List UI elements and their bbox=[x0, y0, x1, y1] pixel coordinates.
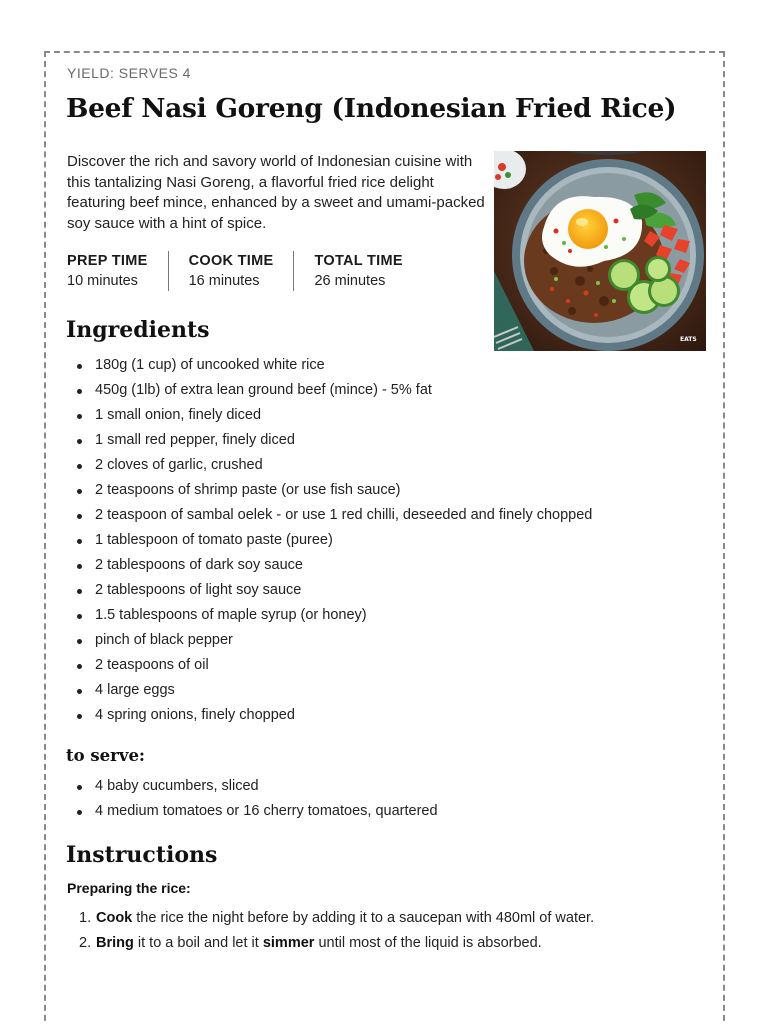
cook-time-label: COOK TIME bbox=[188, 253, 274, 269]
cook-time-value: 16 minutes bbox=[188, 273, 260, 289]
total-time-value: 26 minutes bbox=[314, 273, 386, 289]
prep-time-label: PREP TIME bbox=[67, 253, 148, 269]
watermark-text: EATS bbox=[680, 336, 697, 343]
list-item: 2 tablespoons of light soy sauce bbox=[75, 578, 592, 603]
to-serve-list bbox=[75, 774, 438, 824]
recipe-times bbox=[67, 251, 423, 291]
recipe-summary: Discover the rich and savory world of Indonesian cuisine with this tantalizing Nasi Goreng, a flavorful fried rice delight featuring beef mince, enhanced by a sweet and umami-packed soy sauce with a hint of spice. bbox=[67, 153, 485, 232]
prep-time-value: 10 minutes bbox=[67, 273, 138, 289]
list-item: pinch of black pepper bbox=[75, 628, 592, 653]
list-item: 2 cloves of garlic, crushed bbox=[75, 453, 592, 478]
step-number: 1. bbox=[79, 910, 92, 926]
recipe-card bbox=[44, 51, 725, 1024]
step-verb: Cook bbox=[96, 910, 133, 926]
step-text-2: until most of the liquid is absorbed. bbox=[314, 935, 542, 951]
list-item: 2 teaspoons of shrimp paste (or use fish sauce) bbox=[75, 478, 592, 503]
list-item: 4 medium tomatoes or 16 cherry tomatoes, quartered bbox=[75, 799, 438, 824]
list-item: 450g (1lb) of extra lean ground beef (mince) - 5% fat bbox=[75, 378, 592, 403]
list-item: 1.5 tablespoons of maple syrup (or honey) bbox=[75, 603, 592, 628]
total-time-label: TOTAL TIME bbox=[314, 253, 403, 269]
list-item: 1 tablespoon of tomato paste (puree) bbox=[75, 528, 592, 553]
step-verb-2: simmer bbox=[262, 935, 315, 951]
recipe-yield: YIELD: SERVES 4 bbox=[67, 65, 191, 81]
ingredients-list bbox=[75, 353, 592, 728]
list-item: 4 large eggs bbox=[75, 678, 592, 703]
to-serve-heading: to serve: bbox=[66, 746, 146, 765]
list-item: 180g (1 cup) of uncooked white rice bbox=[75, 353, 592, 378]
list-item: 4 spring onions, finely chopped bbox=[75, 703, 592, 728]
ingredients-heading: Ingredients bbox=[66, 317, 210, 343]
list-item: 2 teaspoons of oil bbox=[75, 653, 592, 678]
recipe-photo bbox=[494, 151, 706, 351]
total-time bbox=[293, 251, 422, 291]
list-item: 1 small onion, finely diced bbox=[75, 403, 592, 428]
step-text: the rice the night before by adding it to a saucepan with 480ml of water. bbox=[132, 910, 595, 926]
instruction-step bbox=[79, 931, 594, 956]
instructions-list bbox=[79, 906, 594, 956]
instructions-heading: Instructions bbox=[66, 842, 218, 868]
list-item: 4 baby cucumbers, sliced bbox=[75, 774, 438, 799]
step-verb: Bring bbox=[96, 935, 134, 951]
instructions-subheading: Preparing the rice: bbox=[67, 880, 191, 896]
instruction-step bbox=[79, 906, 594, 931]
list-item: 2 tablespoons of dark soy sauce bbox=[75, 553, 592, 578]
recipe-title: Beef Nasi Goreng (Indonesian Fried Rice) bbox=[66, 93, 677, 124]
list-item: 1 small red pepper, finely diced bbox=[75, 428, 592, 453]
step-text: it to a boil and let it bbox=[133, 935, 263, 951]
step-number: 2. bbox=[79, 935, 92, 951]
prep-time bbox=[67, 251, 168, 291]
list-item: 2 teaspoon of sambal oelek - or use 1 red chilli, deseeded and finely chopped bbox=[75, 503, 592, 528]
cook-time bbox=[168, 251, 294, 291]
